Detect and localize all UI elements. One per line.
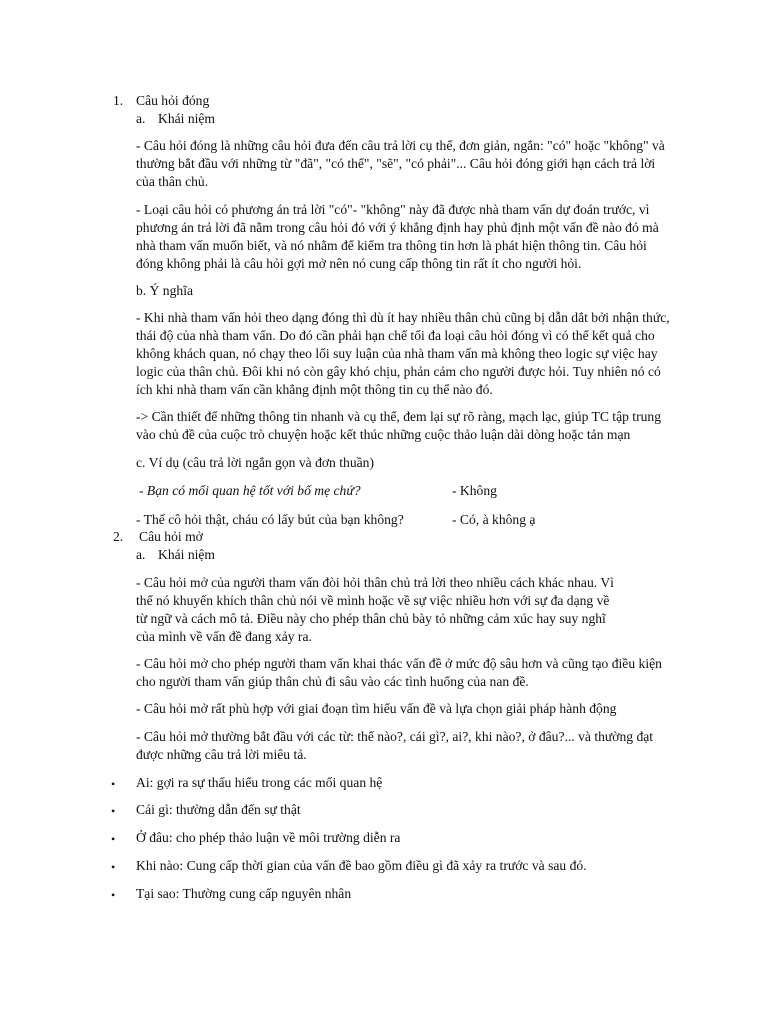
section-1a-title: Khái niệm (158, 111, 216, 126)
example-1-answer: - Không (452, 483, 497, 498)
list-item: Cái gì: thường dẫn đến sự thật (136, 802, 301, 817)
paragraph-line: ích khi nhà tham vấn cần khẳng định một thông tin cụ thể nào đó. (136, 382, 493, 397)
bullet-icon: • (111, 777, 116, 791)
paragraph-line: vào chủ đề của cuộc trò chuyện hoặc kết thúc những cuộc thảo luận dài dòng hoặc tản mạn (136, 427, 631, 442)
paragraph-line: của thân chủ. (136, 174, 209, 189)
paragraph-line: cho người tham vấn giúp thân chủ đi sâu vào các tình huống của nan đề. (136, 674, 529, 689)
paragraph-line: - Khi nhà tham vấn hỏi theo dạng đóng thì dù ít hay nhiều thân chủ cũng bị dẫn dắt bởi nhận thức, (136, 310, 670, 325)
paragraph-line: - Câu hỏi đóng là những câu hỏi đưa đến câu trả lời cụ thể, đơn giản, ngắn: "có" hoặc "không" và (136, 138, 665, 153)
section-1a-marker: a. (136, 111, 146, 126)
list-item: Tại sao: Thường cung cấp nguyên nhân (136, 886, 352, 901)
section-1c-title: c. Ví dụ (câu trả lời ngắn gọn và đơn thuần) (136, 455, 374, 470)
section-1-title: Câu hỏi đóng (136, 93, 210, 108)
paragraph-line: thế nó khuyến khích thân chủ nói về mình hoặc về sự việc nhiều hơn với sự đa dạng về (136, 593, 610, 608)
paragraph-line: được những câu trả lời miêu tả. (136, 747, 307, 762)
paragraph-line: - Câu hỏi mở cho phép người tham vấn khai thác vấn đề ở mức độ sâu hơn và cũng tạo điều kiện (136, 656, 662, 671)
example-2-question: - Thế cô hỏi thật, cháu có lấy bút của bạn không? (136, 512, 404, 527)
example-2-answer: - Có, à không ạ (452, 512, 536, 527)
paragraph-line: từ ngữ và cách mô tả. Điều này cho phép thân chủ bày tỏ những cảm xúc hay suy nghĩ (136, 611, 606, 626)
section-1b-title: b. Ý nghĩa (136, 283, 194, 298)
paragraph-line: -> Cần thiết để những thông tin nhanh và cụ thể, đem lại sự rõ ràng, mạch lạc, giúp TC tập trung (136, 409, 662, 424)
bullet-icon: • (111, 804, 116, 818)
paragraph-line: của mình về vấn đề đang xảy ra. (136, 629, 312, 644)
bullet-icon: • (111, 832, 116, 846)
list-item: Khi nào: Cung cấp thời gian của vấn đề bao gồm điều gì đã xảy ra trước và sau đó. (136, 858, 587, 873)
paragraph-line: - Câu hỏi mở rất phù hợp với giai đoạn tìm hiểu vấn đề và lựa chọn giải pháp hành động (136, 701, 617, 716)
section-2a-marker: a. (136, 547, 146, 562)
bullet-icon: • (111, 888, 116, 902)
paragraph-line: - Loại câu hỏi có phương án trả lời "có"- "không" này đã được nhà tham vấn dự đoán trước, vì (136, 202, 650, 217)
example-1-question: - Bạn có mối quan hệ tốt với bố mẹ chứ? (139, 483, 361, 498)
paragraph-line: nhà tham vấn muốn biết, và nó nhằm để kiểm tra thông tin hơn là phát hiện thông tin. Câu hỏi (136, 238, 647, 253)
list-item: Ở đâu: cho phép thảo luận về môi trường diễn ra (136, 830, 401, 845)
paragraph-line: đóng không phải là câu hỏi gợi mở nên nó cung cấp thông tin rất ít cho người hỏi. (136, 256, 582, 271)
paragraph-line: thái độ của nhà tham vấn. Do đó cần phải hạn chế tối đa loại câu hỏi đóng vì có thể kết quả cho (136, 328, 655, 343)
paragraph-line: phương án trả lời đã nằm trong câu hỏi đó với ý khẳng định hay phủ định một vấn đề nào đó mà (136, 220, 659, 235)
paragraph-line: - Câu hỏi mở thường bắt đầu với các từ: thế nào?, cái gì?, ai?, khi nào?, ở đâu?... và thường đạt (136, 729, 654, 744)
section-2-title: Câu hỏi mở (139, 529, 203, 544)
section-2-number: 2. (113, 529, 124, 544)
paragraph-line: logic của thân chủ. Đôi khi nó còn gây khó chịu, phản cảm cho người được hỏi. Tuy nhiên nó có (136, 364, 661, 379)
paragraph-line: không khách quan, nó chạy theo lối suy luận của nhà tham vấn mà không theo logic sự việc hay (136, 346, 658, 361)
section-2a-title: Khái niệm (158, 547, 216, 562)
paragraph-line: - Câu hỏi mở của người tham vấn đòi hỏi thân chủ trả lời theo nhiều cách khác nhau. Vì (136, 575, 614, 590)
section-1-number: 1. (113, 93, 124, 108)
paragraph-line: thường bắt đầu với những từ "đã", "có thể", "sẽ", "có phải"... Câu hỏi đóng giới hạn cách trả lời (136, 156, 656, 171)
list-item: Ai: gợi ra sự thấu hiểu trong các mối quan hệ (136, 775, 383, 790)
bullet-icon: • (111, 860, 116, 874)
